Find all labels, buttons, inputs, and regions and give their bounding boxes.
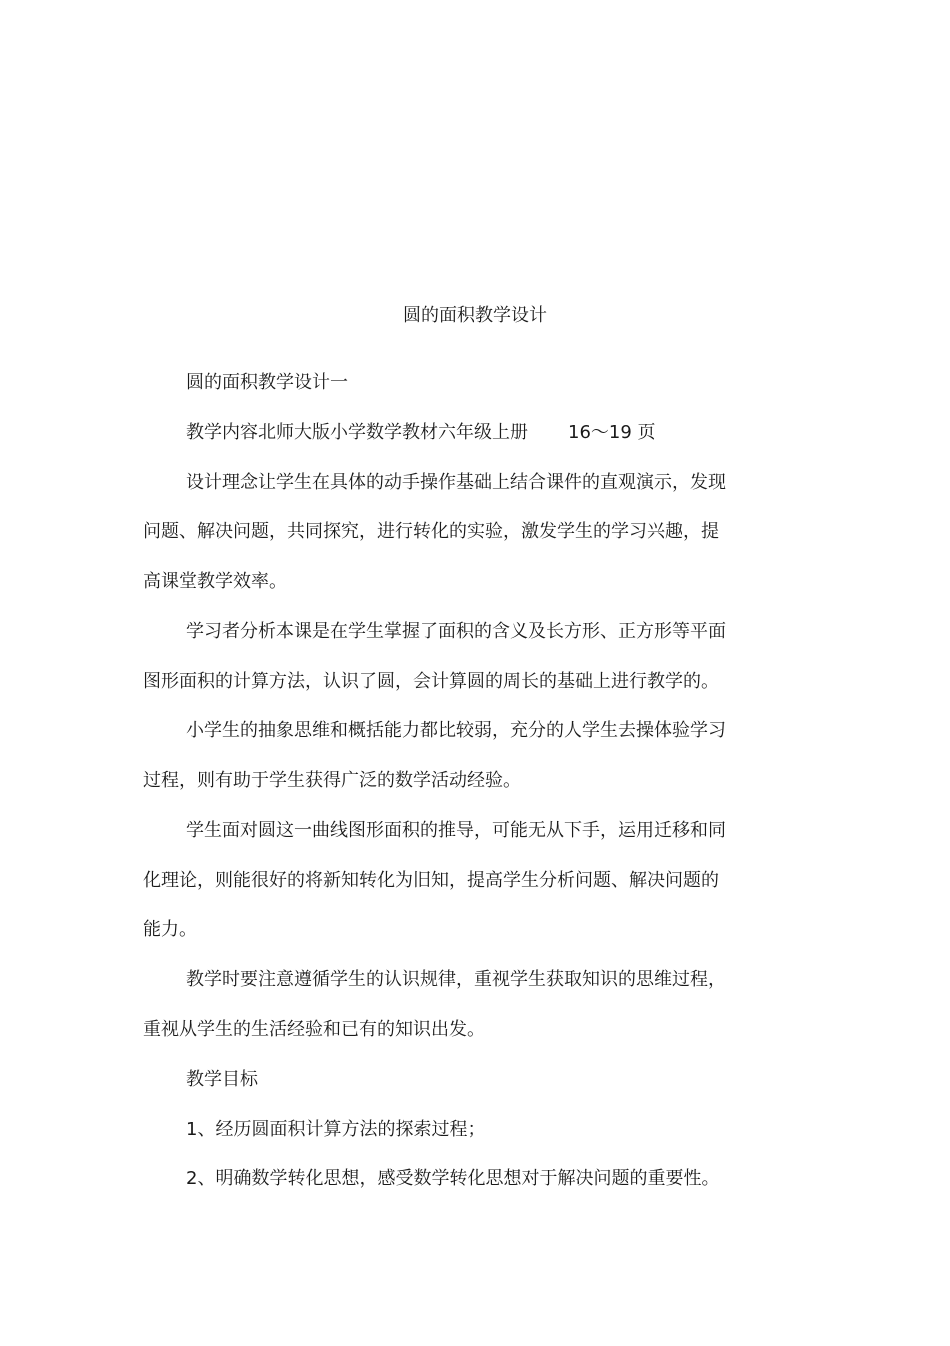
paragraph-line: 小学生的抽象思维和概括能力都比较弱，充分的人学生去操体验学习: [186, 720, 726, 741]
paragraph-line: 图形面积的计算方法，认识了圆，会计算圆的周长的基础上进行教学的。: [143, 671, 719, 692]
page-range: 16～19 页: [568, 422, 656, 443]
paragraph-line: 问题、解决问题，共同探究，进行转化的实验，激发学生的学习兴趣，提: [143, 521, 719, 542]
teaching-content-line: [186, 421, 656, 445]
paragraph-line: 过程，则有助于学生获得广泛的数学活动经验。: [143, 770, 521, 791]
paragraph-line: 设计理念让学生在具体的动手操作基础上结合课件的直观演示，发现: [186, 472, 726, 493]
paragraph-line: 高课堂教学效率。: [143, 571, 287, 592]
objective-item: 1、经历圆面积计算方法的探索过程；: [186, 1119, 486, 1140]
paragraph-line: 化理论，则能很好的将新知转化为旧知，提高学生分析问题、解决问题的: [143, 870, 719, 891]
paragraph-line: 学习者分析本课是在学生掌握了面积的含义及长方形、正方形等平面: [186, 621, 726, 642]
paragraph-line: 能力。: [143, 919, 197, 940]
objective-item: 2、明确数学转化思想，感受数学转化思想对于解决问题的重要性。: [186, 1168, 720, 1189]
paragraph-line: 重视从学生的生活经验和已有的知识出发。: [143, 1019, 485, 1040]
page-title: 圆的面积教学设计: [403, 305, 547, 326]
section-heading: 圆的面积教学设计一: [186, 372, 348, 393]
paragraph-line: 学生面对圆这一曲线图形面积的推导，可能无从下手，运用迁移和同: [186, 820, 726, 841]
paragraph-line: 教学时要注意遵循学生的认识规律，重视学生获取知识的思维过程，: [186, 969, 726, 990]
objectives-heading: 教学目标: [186, 1069, 258, 1090]
teaching-content-label: 教学内容北师大版小学数学教材六年级上册: [186, 422, 528, 443]
